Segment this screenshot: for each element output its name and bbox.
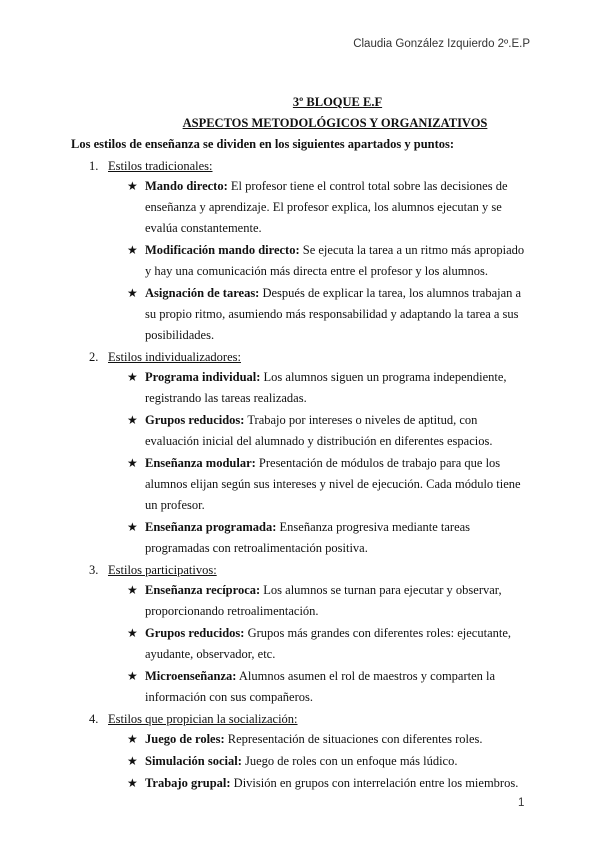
document-subtitle: ASPECTOS METODOLÓGICOS Y ORGANIZATIVOS xyxy=(182,116,488,130)
star-bullet-icon: ★ xyxy=(127,520,138,534)
list-item xyxy=(127,176,527,239)
item-description: Los alumnos se turnan para ejecutar y observar, proporcionando retroalimentación. xyxy=(145,583,502,618)
list-item xyxy=(127,453,527,516)
item-term: Programa individual: xyxy=(145,370,261,384)
item-description: Grupos más grandes con diferentes roles: ejecutante, ayudante, observador, etc. xyxy=(145,626,512,661)
section-1 xyxy=(0,156,600,346)
star-bullet-icon: ★ xyxy=(127,179,138,193)
section-number: 3. xyxy=(89,563,99,577)
section-title: Estilos tradicionales: xyxy=(108,159,213,173)
section-3 xyxy=(0,560,600,708)
document-title: 3º BLOQUE E.F xyxy=(292,95,383,109)
item-description: Después de explicar la tarea, los alumnos trabajan a su propio ritmo, asumiendo más responsabilidad y adaptando la tarea a sus posibilidades. xyxy=(145,286,522,342)
item-term: Microenseñanza: xyxy=(145,669,237,683)
item-description: Juego de roles con un enfoque más lúdico. xyxy=(241,754,458,768)
item-description: Trabajo por intereses o niveles de aptitud, con evaluación inicial del alumnado y distribución en diferentes espacios. xyxy=(145,413,493,448)
item-description: Los alumnos siguen un programa independiente, registrando las tareas realizadas. xyxy=(145,370,507,405)
item-term: Enseñanza recíproca: xyxy=(145,583,261,597)
section-title: Estilos individualizadores: xyxy=(108,350,241,364)
list-item xyxy=(127,517,527,559)
section-2 xyxy=(0,347,600,559)
item-term: Grupos reducidos: xyxy=(145,626,245,640)
header-author: Claudia González Izquierdo 2º.E.P xyxy=(353,38,530,50)
item-term: Modificación mando directo: xyxy=(145,243,300,257)
list-item xyxy=(127,666,527,708)
star-bullet-icon: ★ xyxy=(127,754,138,768)
item-description: Se ejecuta la tarea a un ritmo más apropiado y hay una comunicación más directa entre el profesor y los alumnos. xyxy=(145,243,525,278)
section-4 xyxy=(0,709,600,794)
section-heading xyxy=(0,560,600,580)
section-number: 1. xyxy=(89,159,99,173)
list-item xyxy=(127,240,527,282)
list-item xyxy=(127,410,527,452)
item-term: Simulación social: xyxy=(145,754,242,768)
list-item xyxy=(127,367,527,409)
list-item xyxy=(127,283,527,346)
item-term: Asignación de tareas: xyxy=(145,286,260,300)
item-term: Enseñanza programada: xyxy=(145,520,277,534)
list-item xyxy=(127,623,527,665)
list-item xyxy=(127,729,527,750)
item-term: Grupos reducidos: xyxy=(145,413,245,427)
item-description: Enseñanza progresiva mediante tareas programadas con retroalimentación positiva. xyxy=(145,520,471,555)
item-term: Enseñanza modular: xyxy=(145,456,256,470)
star-bullet-icon: ★ xyxy=(127,243,138,257)
section-number: 2. xyxy=(89,350,99,364)
item-term: Trabajo grupal: xyxy=(145,776,231,790)
star-bullet-icon: ★ xyxy=(127,413,138,427)
item-description: Representación de situaciones con diferentes roles. xyxy=(224,732,483,746)
star-bullet-icon: ★ xyxy=(127,286,138,300)
star-bullet-icon: ★ xyxy=(127,732,138,746)
list-item xyxy=(127,751,527,772)
item-description: Alumnos asumen el rol de maestros y comparten la información con sus compañeros. xyxy=(145,669,496,704)
item-term: Mando directo: xyxy=(145,179,228,193)
star-bullet-icon: ★ xyxy=(127,776,138,790)
item-description: Presentación de módulos de trabajo para que los alumnos elijan según sus intereses y nivel de ejecución. Cada módulo tiene un profesor. xyxy=(145,456,521,512)
section-heading xyxy=(0,347,600,367)
section-title: Estilos participativos: xyxy=(108,563,217,577)
star-bullet-icon: ★ xyxy=(127,456,138,470)
star-bullet-icon: ★ xyxy=(127,370,138,384)
section-heading xyxy=(0,156,600,176)
page-number: 1 xyxy=(518,797,525,809)
section-title: Estilos que propician la socialización: xyxy=(108,712,298,726)
list-item xyxy=(127,773,527,794)
star-bullet-icon: ★ xyxy=(127,583,138,597)
item-term: Juego de roles: xyxy=(145,732,225,746)
section-number: 4. xyxy=(89,712,99,726)
item-description: El profesor tiene el control total sobre las decisiones de enseñanza y aprendizaje. El profesor explica, los alumnos ejecutan y se evalúa constantemente. xyxy=(145,179,508,235)
sections-list xyxy=(0,156,600,795)
intro-text: Los estilos de enseñanza se dividen en los siguientes apartados y puntos: xyxy=(71,137,455,151)
list-item xyxy=(127,580,527,622)
item-description: División en grupos con interrelación entre los miembros. xyxy=(230,776,519,790)
star-bullet-icon: ★ xyxy=(127,626,138,640)
section-heading xyxy=(0,709,600,729)
star-bullet-icon: ★ xyxy=(127,669,138,683)
